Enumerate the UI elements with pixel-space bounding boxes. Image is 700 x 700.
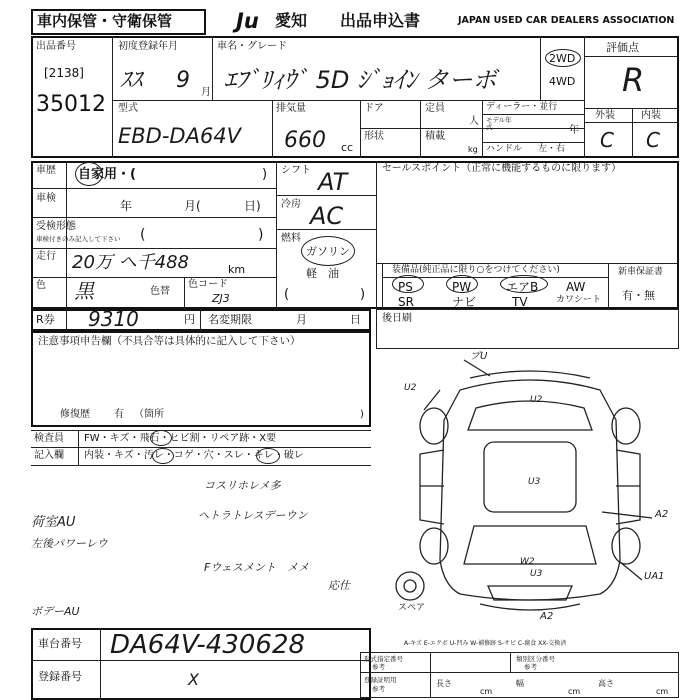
name-change-day: 日 bbox=[350, 313, 361, 326]
form-close: ) bbox=[258, 227, 264, 243]
warranty-label: 新車保証書 bbox=[618, 267, 664, 277]
damage-legend: A-キズ E-エクボ U-凹み W-補修跡 S-サビ C-腐食 XX-交換済 bbox=[404, 640, 567, 647]
form-label: 受検形態 bbox=[36, 221, 76, 232]
first-reg-label: 初度登録年月 bbox=[118, 41, 178, 52]
year-unit: 年 bbox=[569, 125, 579, 136]
designation-label: 形式指定番号 bbox=[364, 655, 403, 663]
inspector-label: 検査員 bbox=[34, 433, 64, 444]
footer-width-unit: cm bbox=[568, 687, 581, 696]
history-options: 自家用・( bbox=[78, 167, 136, 182]
recycle-label: R券 bbox=[36, 313, 55, 326]
shift-label: シフト bbox=[281, 165, 311, 176]
storage-label: 車内保管・守衛保管 bbox=[37, 12, 173, 30]
warranty-value: 有・無 bbox=[622, 289, 655, 302]
vehicle-damage-diagram bbox=[380, 350, 680, 630]
note-scratch: コスリホレメ多 bbox=[204, 479, 281, 492]
repair-place: （箇所 bbox=[134, 409, 164, 420]
color-value: 黒 bbox=[74, 279, 94, 303]
registration-label: 登録番号 bbox=[38, 670, 82, 683]
recycle-value: 9310 bbox=[88, 307, 139, 331]
handle-label: ハンドル bbox=[486, 144, 523, 154]
mark-rear-hatch-1: W2 bbox=[520, 557, 535, 567]
designation-ref: 参考 bbox=[372, 663, 385, 671]
drive-2wd: 2WD bbox=[549, 52, 576, 65]
equipment-navi: ナビ bbox=[452, 295, 477, 309]
cert-label: 登録証明用 bbox=[364, 676, 397, 684]
inspection-label: 車検 bbox=[36, 193, 56, 204]
after-fix-label: 後日刷 bbox=[382, 313, 412, 324]
first-reg-month: 9 bbox=[176, 68, 190, 93]
form-note: 車検付きのみ記入して下さい bbox=[36, 235, 121, 243]
footer-height: 高さ bbox=[598, 679, 614, 688]
note-tail: 応仕 bbox=[328, 579, 350, 592]
footer-width: 幅 bbox=[516, 679, 524, 688]
equipment-pw: PW bbox=[452, 280, 472, 294]
sales-point-label: セールスポイント（正常に機能するものに限ります） bbox=[382, 163, 622, 174]
inspection-day: 日) bbox=[244, 199, 261, 213]
footer-length: 長さ bbox=[436, 679, 452, 688]
color-label: 色 bbox=[36, 280, 46, 291]
equipment-seat: カワシート bbox=[556, 295, 602, 305]
note-cargo: 荷室AU bbox=[31, 515, 76, 530]
wear-circle bbox=[256, 448, 280, 464]
handle-value: 左・右 bbox=[538, 144, 566, 154]
model-value: EBD-DA64V bbox=[118, 124, 242, 148]
lot-label: 出品番号 bbox=[36, 41, 76, 52]
ac-value: AC bbox=[310, 202, 344, 230]
fuel-close: ) bbox=[360, 287, 366, 302]
capacity-label: 定員 bbox=[425, 103, 445, 114]
mileage-value: 20万 ヘ千488 bbox=[72, 252, 189, 273]
color-code-label: 色コード bbox=[188, 279, 228, 290]
fly-stone-circle bbox=[150, 430, 172, 446]
color-code-value: ZJ3 bbox=[212, 292, 230, 305]
repair-value: 有 bbox=[114, 409, 124, 420]
mark-top: ブU bbox=[470, 351, 488, 362]
displacement-unit: cc bbox=[341, 141, 354, 154]
brand-name: 愛知 bbox=[275, 11, 308, 30]
fuel-open: ( bbox=[284, 287, 290, 302]
category-ref: 参考 bbox=[524, 663, 537, 671]
drive-4wd: 4WD bbox=[549, 75, 576, 88]
recycle-unit: 円 bbox=[184, 313, 195, 326]
lot-number: 35012 bbox=[36, 92, 106, 117]
inspection-year: 年 bbox=[120, 199, 133, 213]
inspection-month: 月( bbox=[184, 199, 201, 213]
door-label: ドア bbox=[364, 103, 384, 114]
mark-left-front: U2 bbox=[404, 383, 417, 393]
car-name-value: ｴﾌﾞﾘｨｳﾞ 5D ｼﾞｮｲﾝ ターボ bbox=[224, 66, 497, 94]
after-fix-box bbox=[376, 309, 679, 349]
footer-length-unit: cm bbox=[480, 687, 493, 696]
interior-grade: C bbox=[646, 128, 660, 152]
mark-right-rear: UA1 bbox=[644, 571, 665, 582]
mark-roof: U3 bbox=[528, 477, 541, 487]
first-reg-value: ｽｽ bbox=[120, 68, 143, 93]
car-name-label: 車名・グレード bbox=[217, 41, 287, 52]
load-label: 積載 bbox=[425, 131, 445, 142]
evaluation-score: R bbox=[622, 61, 645, 99]
dealer-label: ディーラー・並行 bbox=[486, 102, 558, 112]
mark-rear: A2 bbox=[540, 611, 554, 622]
history-label: 車歴 bbox=[36, 165, 56, 176]
notes-label: 注意事項申告欄（不具合等は具体的に記入して下さい） bbox=[38, 335, 301, 347]
evaluation-label: 評価点 bbox=[606, 41, 639, 54]
load-unit: kg bbox=[468, 145, 478, 154]
shift-value: AT bbox=[318, 168, 348, 196]
footer-height-unit: cm bbox=[656, 687, 669, 696]
history-close: ) bbox=[262, 167, 268, 182]
equipment-tv: TV bbox=[512, 295, 528, 309]
name-change-label: 名変期限 bbox=[208, 313, 252, 326]
mileage-unit: km bbox=[228, 263, 246, 276]
color-change-label: 色替 bbox=[150, 286, 170, 297]
association-name: JAPAN USED CAR DEALERS ASSOCIATION bbox=[458, 15, 675, 26]
ps-circle bbox=[392, 275, 424, 293]
note-body: ボデーAU bbox=[31, 605, 80, 618]
equipment-airbag: エアB bbox=[506, 280, 539, 294]
ju-logo: Ju bbox=[236, 9, 259, 33]
recycle-row bbox=[31, 309, 371, 331]
form-open: ( bbox=[140, 227, 146, 243]
lot-ref: [2138] bbox=[44, 66, 84, 80]
interior-row: 内装・キズ・汚レ・コゲ・穴・スレ・キレ・破レ bbox=[84, 450, 304, 461]
note-f-west: Fウェスメント メメ bbox=[204, 561, 309, 574]
fw-row: FW・キズ・飛石・ヒビ割・リペア跡・X要 bbox=[84, 433, 277, 444]
interior-label: 内装 bbox=[641, 110, 661, 121]
spare-label: スペア bbox=[398, 603, 426, 613]
equipment-sr: SR bbox=[398, 295, 414, 309]
displacement-label: 排気量 bbox=[276, 103, 306, 114]
mileage-label: 走行 bbox=[36, 251, 56, 262]
equipment-aw: AW bbox=[566, 280, 586, 294]
displacement-value: 660 bbox=[284, 128, 326, 153]
month-unit: 月 bbox=[201, 87, 211, 98]
pw-circle bbox=[446, 275, 478, 293]
equipment-label: 装備品(純正品に限り○をつけてください) bbox=[392, 265, 560, 275]
model-year-label: モデル年式 bbox=[486, 116, 512, 131]
note-headliner: ヘトラトレスデーウン bbox=[198, 509, 308, 522]
mark-rear-x: X bbox=[188, 670, 199, 689]
note-left-rear: 左後パワーレウ bbox=[31, 537, 108, 550]
shape-label: 形状 bbox=[364, 131, 384, 142]
dirt-circle bbox=[152, 448, 174, 464]
chassis-label: 車台番号 bbox=[38, 637, 82, 650]
mark-rear-hatch-2: U3 bbox=[530, 569, 543, 579]
ac-label: 冷房 bbox=[281, 199, 301, 210]
capacity-unit: 人 bbox=[469, 116, 479, 127]
mark-hood: U2 bbox=[530, 395, 543, 405]
category-label: 類別区分番号 bbox=[516, 655, 555, 663]
entry-label: 記入欄 bbox=[34, 450, 64, 461]
model-label: 型式 bbox=[118, 103, 138, 114]
fuel-diesel: 軽 油 bbox=[306, 267, 339, 280]
repair-close: ) bbox=[360, 409, 364, 420]
mark-right-side: A2 bbox=[655, 509, 669, 520]
airbag-circle bbox=[500, 275, 548, 293]
equipment-ps: PS bbox=[398, 280, 413, 294]
fuel-gasoline: ガソリン bbox=[306, 245, 350, 258]
cert-ref: 参考 bbox=[372, 685, 385, 693]
name-change-month: 月 bbox=[296, 313, 307, 326]
exterior-label: 外装 bbox=[595, 110, 615, 121]
repair-label: 修復歴 bbox=[60, 409, 90, 420]
exterior-grade: C bbox=[600, 128, 614, 152]
chassis-value: DA64V-430628 bbox=[110, 630, 306, 660]
form-title: 出品申込書 bbox=[340, 11, 421, 30]
fuel-label: 燃料 bbox=[281, 233, 301, 244]
